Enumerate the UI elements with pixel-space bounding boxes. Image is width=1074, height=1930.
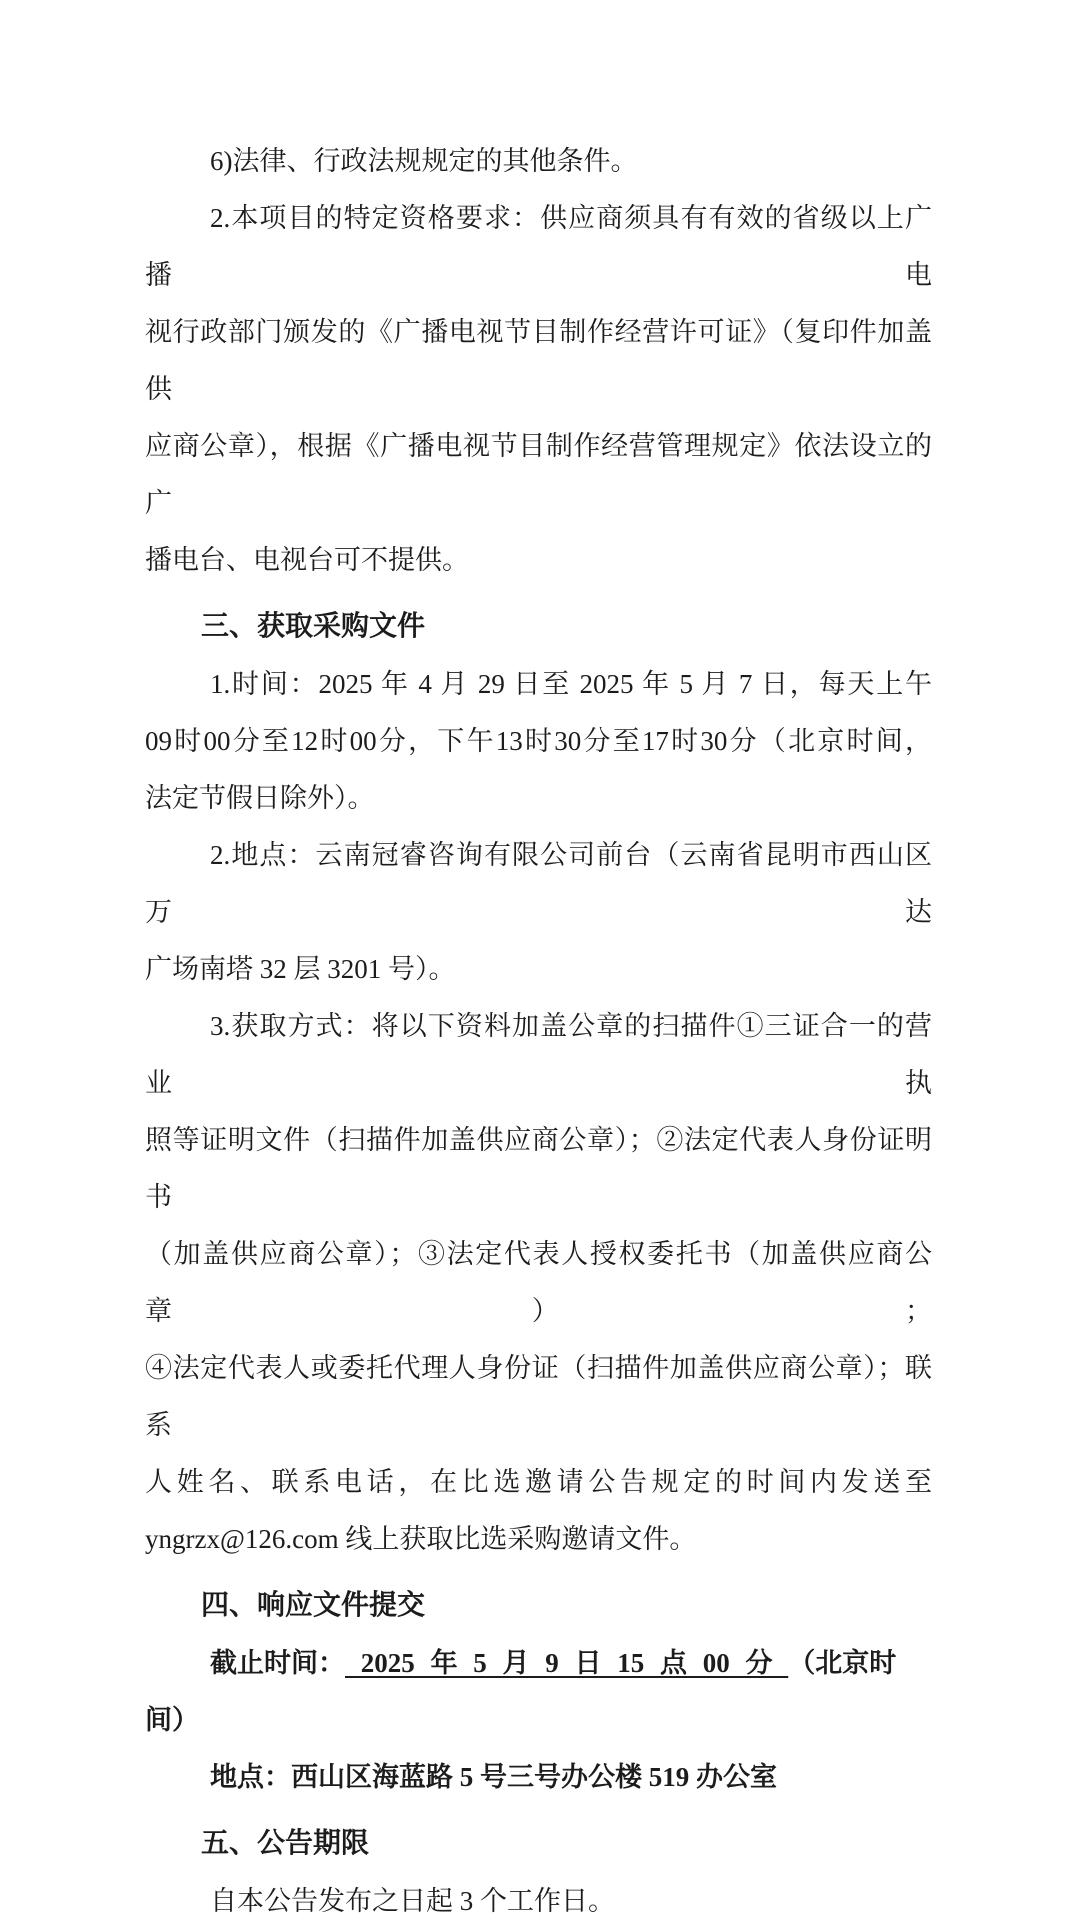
deadline-value: 2025 年 5 月 9 日 15 点 00 分	[345, 1648, 789, 1678]
section4-heading: 四、响应文件提交	[201, 1589, 426, 1620]
deadline-line	[145, 1635, 932, 1749]
section3-heading: 三、获取采购文件	[201, 610, 426, 641]
submission-location-line: 地点：西山区海蓝路 5 号三号办公楼 519 办公室	[210, 1762, 777, 1792]
acquisition-method-line-4: ④法定代表人或委托代理人身份证（扫描件加盖供应商公章）；联系	[145, 1353, 932, 1440]
specific-qualification-line-3: 应商公章），根据《广播电视节目制作经营管理规定》依法设立的广	[145, 431, 932, 518]
acquisition-method-line-3: （加盖供应商公章）；③法定代表人授权委托书（加盖供应商公章）；	[145, 1239, 932, 1326]
deadline-timezone: （北京时间）	[145, 1648, 897, 1735]
other-conditions-clause: 6)法律、行政法规规定的其他条件。	[210, 146, 638, 176]
acquisition-time-line-1: 1.时间：2025 年 4 月 29 日至 2025 年 5 月 7 日，每天上午	[210, 669, 932, 699]
announcement-period-line: 自本公告发布之日起 3 个工作日。	[210, 1886, 615, 1916]
acquisition-method-line-2: 照等证明文件（扫描件加盖供应商公章）；②法定代表人身份证明书	[145, 1125, 932, 1212]
acquisition-time-line-2: 09时00分至12时00分，下午13时30分至17时30分（北京时间，	[145, 726, 932, 756]
acquisition-place-line-1: 2.地点：云南冠睿咨询有限公司前台（云南省昆明市西山区万达	[145, 840, 932, 927]
acquisition-place-line-2: 广场南塔 32 层 3201 号）。	[145, 954, 456, 984]
acquisition-method-line-1: 3.获取方式：将以下资料加盖公章的扫描件①三证合一的营业执	[145, 1011, 932, 1098]
acquisition-method-email-line: yngrzx@126.com 线上获取比选采购邀请文件。	[145, 1524, 697, 1554]
deadline-label: 截止时间：	[210, 1648, 345, 1678]
document-body	[145, 133, 932, 1930]
specific-qualification-line-4: 播电台、电视台可不提供。	[145, 545, 469, 575]
acquisition-time-line-3: 法定节假日除外）。	[145, 783, 375, 813]
acquisition-method-line-5: 人姓名、联系电话，在比选邀请公告规定的时间内发送至	[145, 1467, 932, 1497]
specific-qualification-line-1: 2.本项目的特定资格要求：供应商须具有有效的省级以上广播电	[145, 203, 932, 290]
section5-heading: 五、公告期限	[201, 1827, 370, 1858]
specific-qualification-line-2: 视行政部门颁发的《广播电视节目制作经营许可证》（复印件加盖供	[145, 317, 932, 404]
